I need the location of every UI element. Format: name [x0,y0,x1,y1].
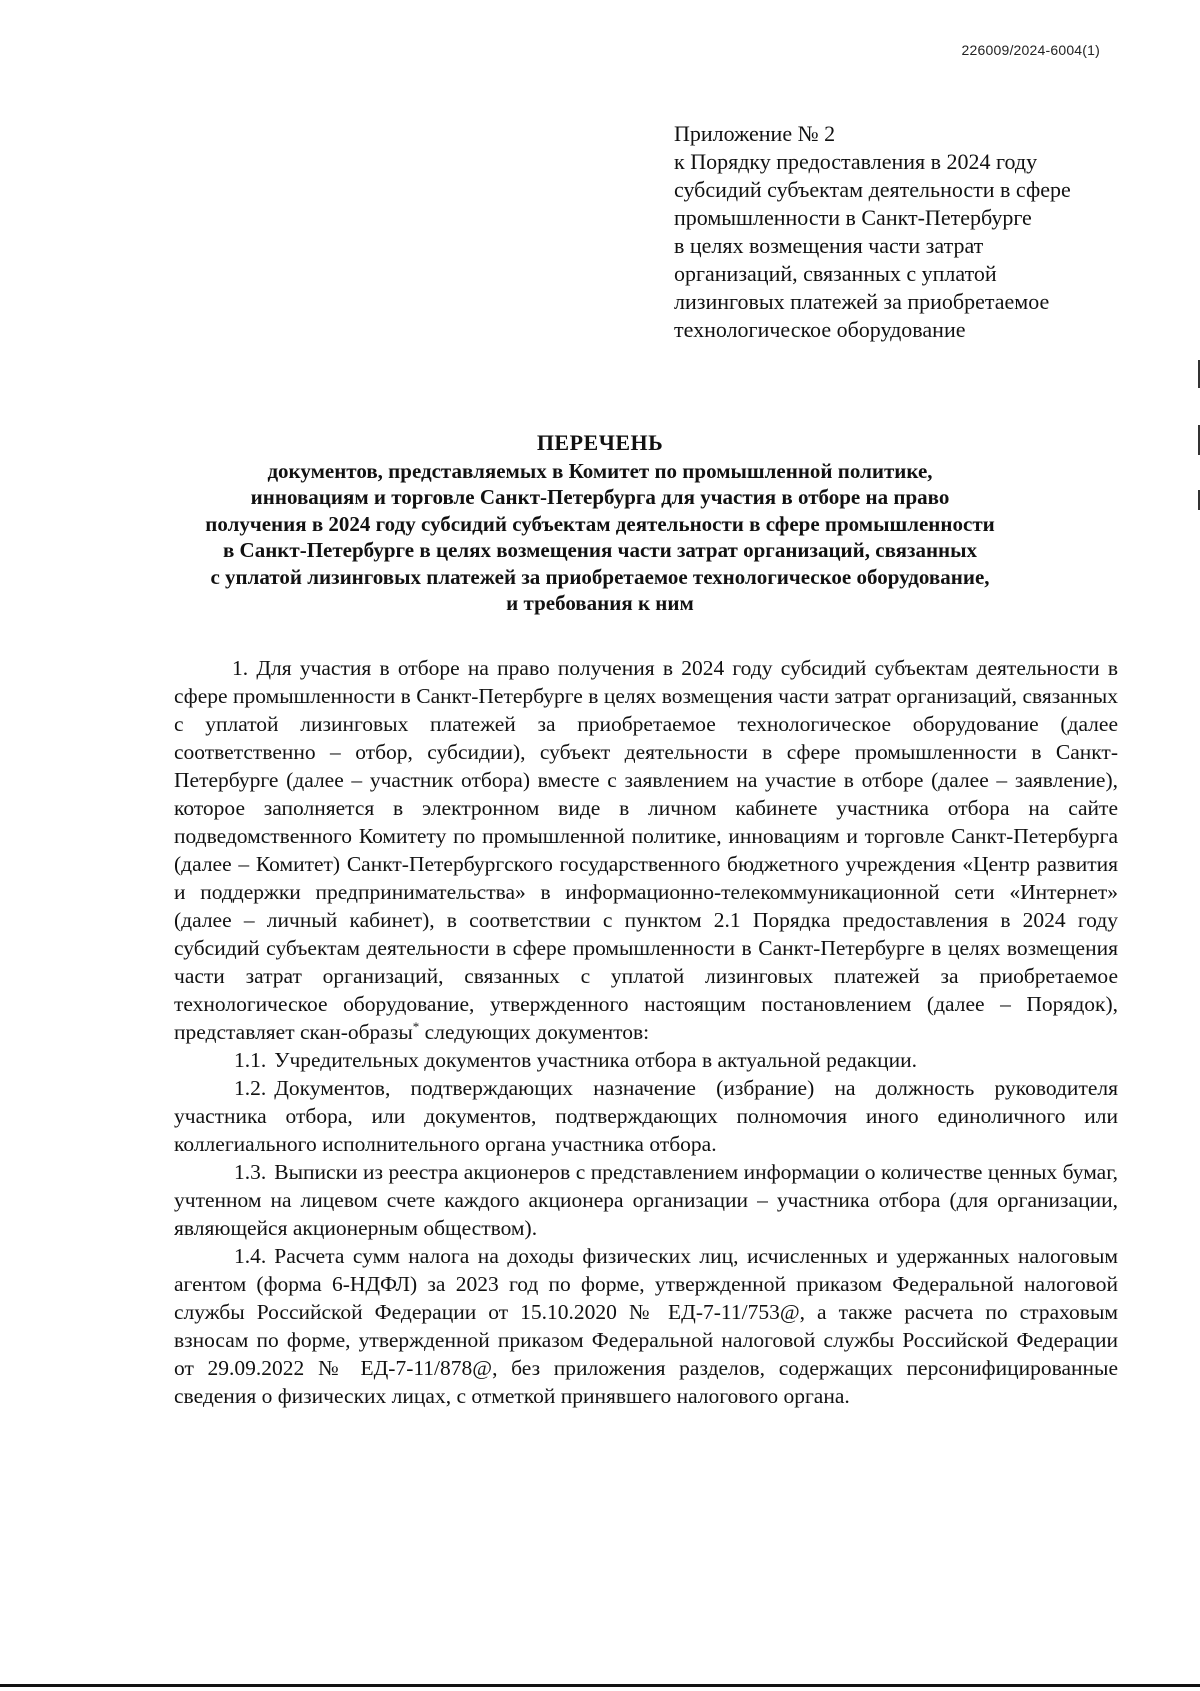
scan-bottom-edge [0,1684,1200,1687]
footnote-mark: * [412,1018,420,1034]
appendix-header [674,120,1114,344]
item-number: 1.1. [234,1048,267,1072]
item-text: Расчета сумм налога на доходы физических лиц, исчисленных и удержанных налоговым агентом (форма 6-НДФЛ) за 2023 год по форме, утвержденной приказом Федеральной налоговой службы Российской Федерации от 15.10.2020 № ЕД-7-11/753@, а также расчета по страховым взносам по форме, утвержденной приказом Федеральной налоговой службы Российской Федерации от 29.09.2022 № ЕД-7-11/878@, без приложения разделов, содержащих персонифицированные сведения о физических лицах, с отметкой принявшего налогового органа. [174,1244,1118,1408]
appendix-line: технологическое оборудование [674,317,966,342]
appendix-line: Приложение № 2 [674,121,836,146]
list-item [174,1242,1118,1410]
heading-line: с уплатой лизинговых платежей за приобретаемое технологическое оборудование, [210,564,990,589]
heading-line: инновациям и торговле Санкт-Петербурга для участия в отборе на право [250,485,950,509]
item-number: 1.2. [234,1076,267,1100]
item-number: 1.3. [234,1160,267,1184]
appendix-line: субсидий субъектам деятельности в сфере [674,177,1071,202]
item-text: Учредительных документов участника отбора в актуальной редакции. [274,1048,917,1072]
appendix-line: организаций, связанных с уплатой [674,261,997,286]
item-number: 1.4. [234,1244,267,1268]
document-heading [150,430,1050,617]
heading-line: и требования к ним [506,591,694,615]
heading-line: в Санкт-Петербурге в целях возмещения части затрат организаций, связанных [222,538,978,562]
list-item [174,1046,1118,1074]
paragraph-1-tail: следующих документов: [419,1020,650,1044]
paragraph-1-text: 1. Для участия в отборе на право получения в 2024 году субсидий субъектам деятельности в сфере промышленности в Санкт-Петербурге в целях возмещения части затрат организаций, связанных с уплатой лизинговых платежей за приобретаемое технологическое оборудование (далее соответственно – отбор, субсидии), субъект деятельности в сфере промышленности в Санкт-Петербурге (далее – участник отбора) вместе с заявлением на участие в отборе (далее – заявление), которое заполняется в электронном виде в личном кабинете участника отбора на сайте подведомственного Комитету по промышленной политике, инновациям и торговле Санкт-Петербурга (далее – Комитет) Санкт-Петербургского государственного бюджетного учреждения «Центр развития и поддержки предпринимательства» в информационно-телекоммуникационной сети «Интернет» (далее – личный кабинет), в соответствии с пунктом 2.1 Порядка предоставления в 2024 году субсидий субъектам деятельности в сфере промышленности в Санкт-Петербурге в целях возмещения части затрат организаций, связанных с уплатой лизинговых платежей за приобретаемое технологическое оборудование, утвержденного настоящим постановлением (далее – Порядок), представляет скан-образы [174,656,1118,1044]
item-text: Документов, подтверждающих назначение (избрание) на должность руководителя участника отбора, или документов, подтверждающих полномочия иного единоличного или коллегиального исполнительного органа участника отбора. [174,1076,1118,1156]
heading-line: документов, представляемых в Комитет по промышленной политике, [267,458,933,483]
appendix-line: в целях возмещения части затрат [674,233,984,258]
appendix-line: к Порядку предоставления в 2024 году [674,149,1038,174]
document-title: ПЕРЕЧЕНЬ [536,430,664,455]
document-body [174,654,1118,1410]
item-text: Выписки из реестра акционеров с представлением информации о количестве ценных бумаг, учтенном на лицевом счете каждого акционера организации – участника отбора (для организации, являющейся акционерным обществом). [174,1160,1118,1240]
appendix-line: лизинговых платежей за приобретаемое [674,289,1050,314]
list-item [174,1158,1118,1242]
document-registration-number: 226009/2024-6004(1) [961,42,1100,58]
list-item [174,1074,1118,1158]
heading-line: получения в 2024 году субсидий субъектам деятельности в сфере промышленности [205,511,995,536]
appendix-line: промышленности в Санкт-Петербурге [674,205,1032,230]
paragraph-1 [174,654,1118,1046]
